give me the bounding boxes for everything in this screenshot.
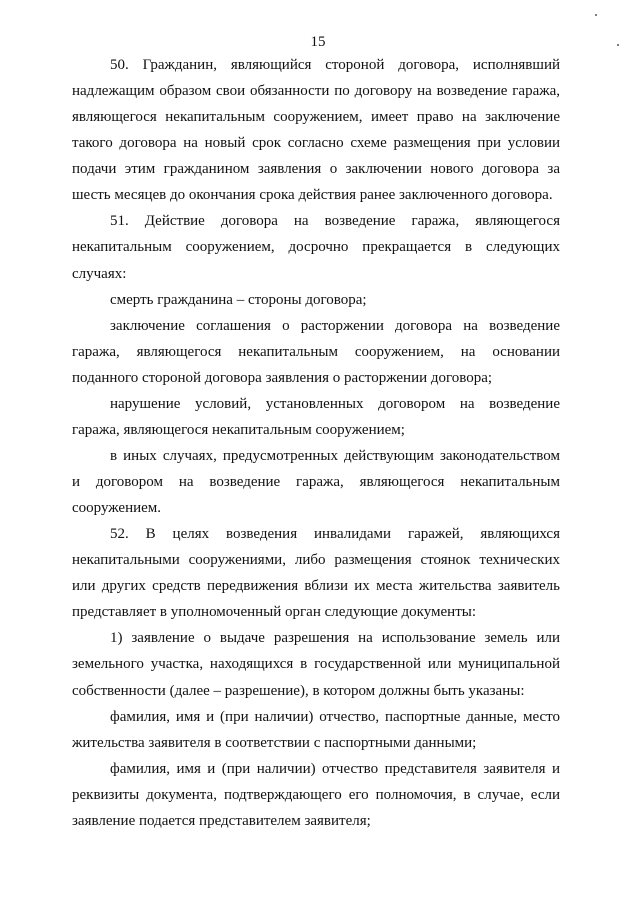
clause-50 <box>72 52 560 208</box>
text-line: шесть месяцев до окончания срока действия ранее заключенного договора. <box>72 187 553 204</box>
text-line: или других средств передвижения вблизи их места жительства заявитель <box>72 578 560 595</box>
text-line: надлежащим образом свои обязанности по договору на возведение гаража, <box>72 83 560 100</box>
text-line: собственности (далее – разрешение), в котором должны быть указаны: <box>72 682 525 699</box>
text-line: заявление подается представителем заявителя; <box>72 812 371 829</box>
text-line: гаража, являющегося некапитальным сооружением, на основании <box>72 343 560 360</box>
text-line: фамилия, имя и (при наличии) отчество, паспортные данные, место <box>110 708 560 725</box>
text-line: некапитальным сооружением, досрочно прекращается в следующих <box>72 239 560 256</box>
text-line: заключение соглашения о расторжении договора на возведение <box>110 317 560 334</box>
clause-52 <box>72 521 560 625</box>
text-line: реквизиты документа, подтверждающего его полномочия, в случае, если <box>72 786 560 803</box>
text-line: земельного участка, находящихся в государственной или муниципальной <box>72 656 560 673</box>
text-line: подачи этим гражданином заявления о заключении нового договора за <box>72 161 560 178</box>
page-number: 15 <box>310 34 326 50</box>
text-line: фамилия, имя и (при наличии) отчество представителя заявителя и <box>110 760 560 777</box>
document-body <box>72 52 560 834</box>
clause-52-item-1-representative-details <box>72 756 560 834</box>
text-line: 50. Гражданин, являющийся стороной договора, исполнявший <box>110 57 560 73</box>
text-line: такого договора на новый срок согласно схеме размещения при условии <box>72 135 560 152</box>
clause-51-case-death <box>72 287 560 313</box>
text-line: поданного стороной договора заявления о расторжении договора; <box>72 369 493 386</box>
text-line: 51. Действие договора на возведение гаража, являющегося <box>110 213 560 230</box>
text-line: некапитальными сооружениями, либо размещения стоянок технических <box>72 552 560 569</box>
text-line: представляет в уполномоченный орган следующие документы: <box>72 604 477 621</box>
scan-speck <box>595 14 597 16</box>
text-line: жительства заявителя в соответствии с паспортными данными; <box>72 734 477 751</box>
text-line: нарушение условий, установленных договором на возведение <box>110 395 560 412</box>
text-line: сооружением. <box>72 500 162 517</box>
text-line: гаража, являющегося некапитальным сооружением; <box>72 421 405 438</box>
text-line: 52. В целях возведения инвалидами гаражей, являющихся <box>110 526 560 543</box>
text-line: в иных случаях, предусмотренных действующим законодательством <box>110 447 560 464</box>
clause-52-item-1 <box>72 625 560 703</box>
clause-51-case-other <box>72 443 560 521</box>
clause-52-item-1-applicant-details <box>72 704 560 756</box>
text-line: и договором на возведение гаража, являющегося некапитальным <box>72 474 560 490</box>
text-line: смерть гражданина – стороны договора; <box>110 291 367 308</box>
text-line: 1) заявление о выдаче разрешения на использование земель или <box>110 630 560 647</box>
clause-51 <box>72 208 560 286</box>
text-line: являющегося некапитальным сооружением, имеет право на заключение <box>72 109 560 126</box>
text-line: случаях: <box>72 265 127 282</box>
clause-51-case-agreement <box>72 313 560 391</box>
clause-51-case-violation <box>72 391 560 443</box>
